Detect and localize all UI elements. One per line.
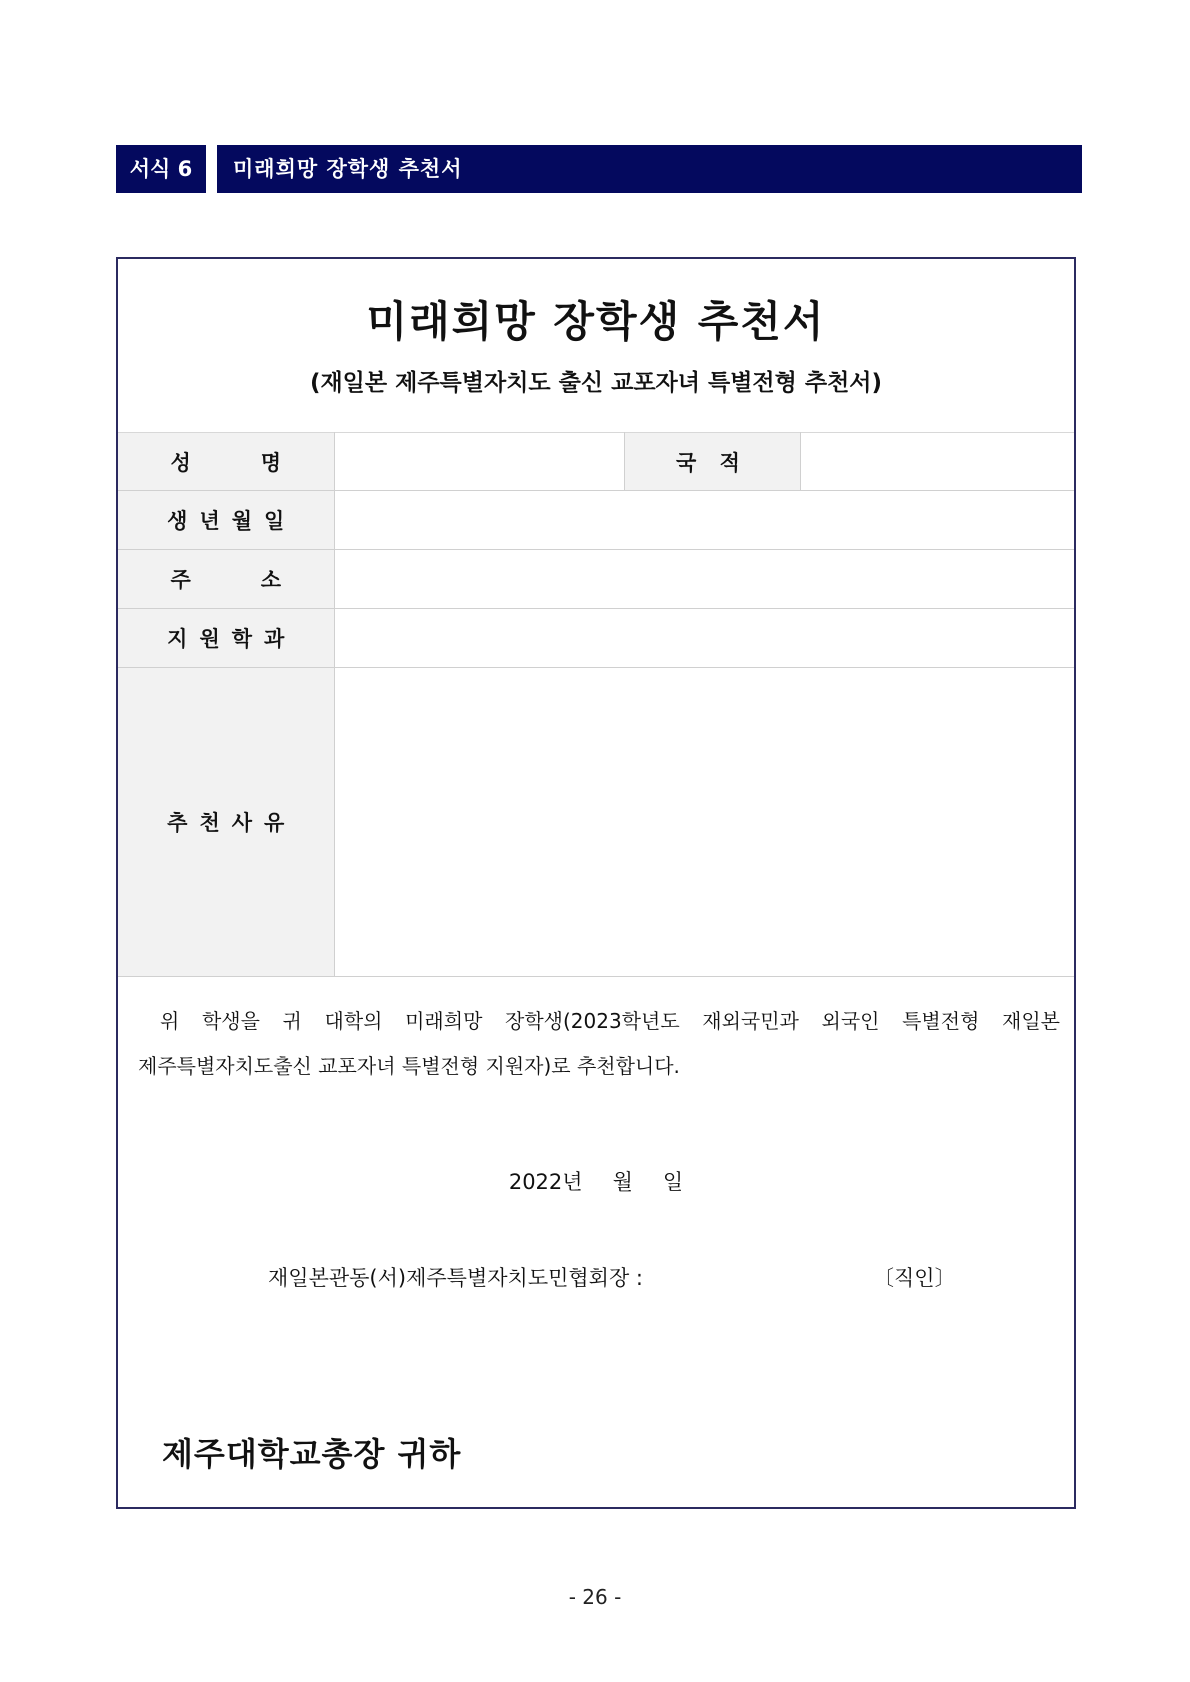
nationality-field[interactable] [800,433,1074,491]
name-field[interactable] [334,433,624,491]
form-subtitle: (재일본 제주특별자치도 출신 교포자녀 특별전형 추천서) [309,370,883,396]
name-label: 성 명 [118,433,334,491]
department-field[interactable] [334,609,1074,668]
table-row-reason [118,668,1074,977]
table-row-department [118,609,1074,668]
table-row-address [118,550,1074,609]
table-row-birthdate [118,491,1074,550]
form-title: 미래희망 장학생 추천서 [366,297,826,346]
address-field[interactable] [334,550,1074,609]
date-month: 월 [612,1170,633,1194]
form-header-title: 미래희망 장학생 추천서 [217,145,1082,193]
recommendation-form [116,257,1076,1509]
date-line [118,1166,1074,1196]
recipient-line: 제주대학교총장 귀하 [162,1435,462,1473]
birthdate-field[interactable] [334,491,1074,550]
recommendation-statement: 위 학생을 귀 대학의 미래희망 장학생(2023학년도 재외국민과 외국인 특별전형 재일본 제주특별자치도출신 교포자녀 특별전형 지원자)로 추천합니다. [138,1009,1060,1078]
form-number-badge: 서식 6 [116,145,206,193]
form-header-bar [116,145,1082,193]
date-day: 일 [662,1170,684,1194]
date-year: 2022년 [508,1170,583,1194]
birthdate-label: 생년월일 [118,491,334,550]
applicant-info-table [118,432,1074,977]
page-number: - 26 - [568,1585,622,1609]
table-row-name [118,433,1074,491]
reason-label: 추천사유 [118,668,334,977]
official-seal-label: 〔직인〕 [873,1266,956,1290]
nationality-label: 국 적 [624,433,800,491]
address-label: 주 소 [118,550,334,609]
signer-title: 재일본관동(서)제주특별자치도민협회장 : [268,1266,643,1290]
reason-field[interactable] [334,668,1074,977]
department-label: 지원학과 [118,609,334,668]
